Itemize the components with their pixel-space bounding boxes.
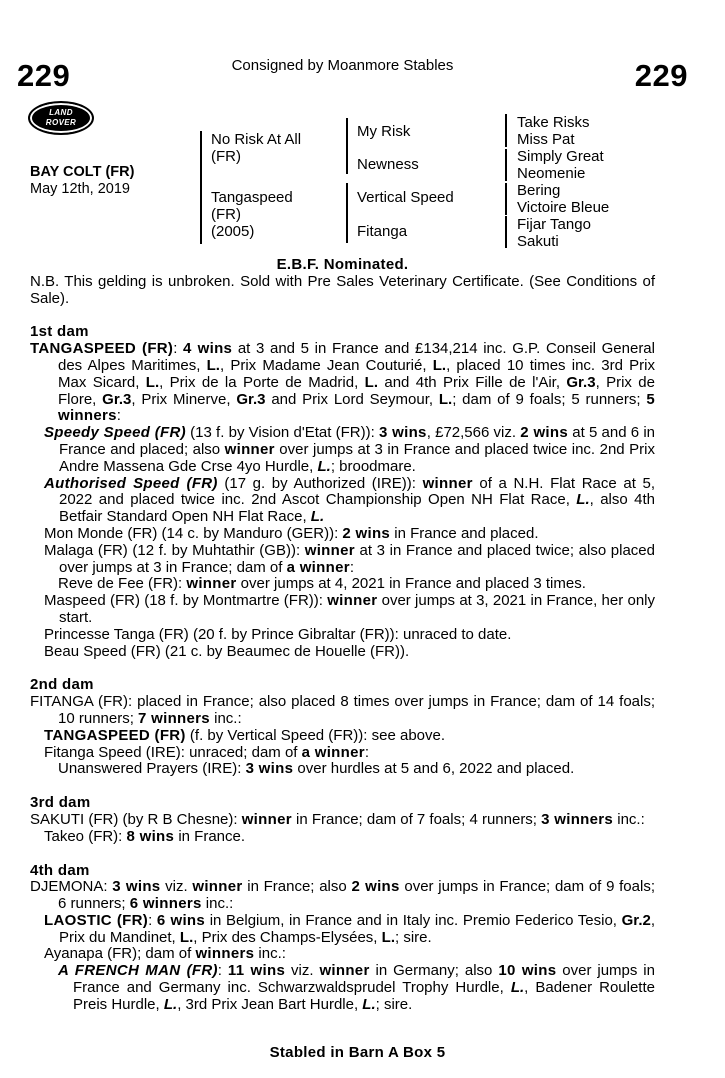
ebf-nomination: E.B.F. Nominated. bbox=[276, 256, 409, 273]
sale-note: N.B. This gelding is unbroken. Sold with Pre Sales Veterinary Certificate. (See Conditions of Sale). bbox=[30, 272, 655, 307]
pedigree-dam: Tangaspeed (FR) (2005) bbox=[211, 189, 293, 240]
pedigree-sire-dam: Newness bbox=[357, 156, 419, 173]
pedigree-bracket bbox=[505, 216, 507, 248]
pedigree-sire: No Risk At All (FR) bbox=[211, 131, 302, 165]
produce-reve-de-fee: Reve de Fee (FR): winner over jumps at 4, 2021 in France and placed 3 times. bbox=[58, 575, 586, 593]
third-dam-record: SAKUTI (FR) (by R B Chesne): winner in France; dam of 7 foals; 4 runners; 3 winners inc.: bbox=[30, 810, 645, 828]
produce-princesse-tanga: Princesse Tanga (FR) (20 f. by Prince Gibraltar (FR)): unraced to date. bbox=[44, 625, 512, 643]
produce-malaga: Malaga (FR) (12 f. by Muhtathir (GB)): winner at 3 in France and placed twice; also placed over jumps at 3 in France; dam of a winner: bbox=[44, 541, 655, 576]
pedigree-bracket bbox=[505, 114, 507, 147]
third-dam-heading: 3rd dam bbox=[30, 794, 91, 812]
stabling-footer: Stabled in Barn A Box 5 bbox=[269, 1044, 446, 1061]
produce-tangaspeed: TANGASPEED (FR) (f. by Vertical Speed (FR)): see above. bbox=[44, 726, 446, 744]
land-rover-logo: LAND ROVER bbox=[28, 101, 94, 135]
fourth-dam-record: DJEMONA: 3 wins viz. winner in France; also 2 wins over jumps in France; dam of 9 foals; 6 runners; 6 winners inc.: bbox=[30, 878, 655, 913]
lot-number-left: 229 bbox=[17, 58, 71, 93]
produce-beau-speed: Beau Speed (FR) (21 c. by Beaumec de Houelle (FR)). bbox=[44, 642, 410, 660]
produce-speedy-speed: Speedy Speed (FR) (13 f. by Vision d'Etat (FR)): 3 wins, £72,566 viz. 2 wins at 5 and 6 in France and placed; also winner over jumps at 3 in France and placed twice inc. 2nd Prix Andre Massena Gde Crse 4yo Hurdle, L.; broodmare. bbox=[44, 424, 656, 475]
first-dam-heading: 1st dam bbox=[30, 323, 89, 341]
pedigree-dam-sire: Vertical Speed bbox=[357, 189, 454, 206]
second-dam-record: FITANGA (FR): placed in France; also placed 8 times over jumps in France; dam of 14 foals; 10 runners; 7 winners inc.: bbox=[30, 693, 655, 727]
pedigree-sire-sire: My Risk bbox=[357, 123, 411, 140]
pedigree-third-generation: Take Risks Miss Pat Simply Great Neomenie Bering Victoire Bleue Fijar Tango Sakuti bbox=[517, 114, 610, 250]
pedigree-bracket bbox=[505, 149, 507, 181]
pedigree-bracket bbox=[346, 183, 348, 243]
lot-number-right: 229 bbox=[634, 58, 688, 93]
pedigree-bracket bbox=[346, 118, 348, 174]
pedigree-bracket bbox=[505, 183, 507, 215]
first-dam-record: TANGASPEED (FR): 4 wins at 3 and 5 in France and £134,214 inc. G.P. Conseil General des Alpes Maritimes, L., Prix Madame Jean Couturié, L., placed 10 times inc. 3rd Prix Max Sicard, L., Prix de la Porte de Madrid, L. and 4th Prix Fille de l'Air, Gr.3, Prix de Flore, Gr.3, Prix Minerve, Gr.3 and Prix Lord Seymour, L.; dam of 9 foals; 5 runners; 5 winners: bbox=[30, 340, 655, 425]
produce-laostic: LAOSTIC (FR): 6 wins in Belgium, in France and in Italy inc. Premio Federico Tesio, Gr.2, Prix du Mandinet, L., Prix des Champs-Elysées, L.; sire. bbox=[44, 911, 655, 946]
horse-title: BAY COLT (FR) bbox=[30, 164, 135, 180]
catalogue-body bbox=[30, 257, 655, 1014]
produce-fitanga-speed: Fitanga Speed (IRE): unraced; dam of a winner: bbox=[44, 743, 370, 761]
produce-takeo: Takeo (FR): 8 wins in France. bbox=[44, 827, 246, 845]
horse-description bbox=[30, 164, 134, 198]
produce-ayanapa: Ayanapa (FR); dam of winners inc.: bbox=[44, 945, 286, 963]
produce-authorised-speed: Authorised Speed (FR) (17 g. by Authorized (IRE)): winner of a N.H. Flat Race at 5, 2022 and placed twice inc. 2nd Ascot Championship Open NH Flat Race, L., also 4th Betfair Standard Open NH Flat Race, L. bbox=[44, 474, 656, 526]
foaling-date: May 12th, 2019 bbox=[30, 181, 130, 197]
pedigree-dam-dam: Fitanga bbox=[357, 223, 408, 240]
fourth-dam-heading: 4th dam bbox=[30, 861, 90, 879]
produce-a-french-man: A FRENCH MAN (FR): 11 wins viz. winner in Germany; also 10 wins over jumps in France and Germany inc. Schwarzwaldsprudel Trophy Hurdle, L., Badener Roulette Preis Hurdle, L., 3rd Prix Jean Bart Hurdle, L.; sire. bbox=[58, 962, 655, 1013]
produce-mon-monde: Mon Monde (FR) (14 c. by Manduro (GER)): 2 wins in France and placed. bbox=[44, 524, 539, 542]
consignor: Consigned by Moanmore Stables bbox=[231, 57, 454, 74]
produce-unanswered-prayers: Unanswered Prayers (IRE): 3 wins over hurdles at 5 and 6, 2022 and placed. bbox=[58, 760, 575, 778]
pedigree-bracket bbox=[200, 131, 202, 244]
second-dam-heading: 2nd dam bbox=[30, 676, 94, 694]
produce-maspeed: Maspeed (FR) (18 f. by Montmartre (FR)): winner over jumps at 3, 2021 in France, her only start. bbox=[44, 592, 655, 626]
